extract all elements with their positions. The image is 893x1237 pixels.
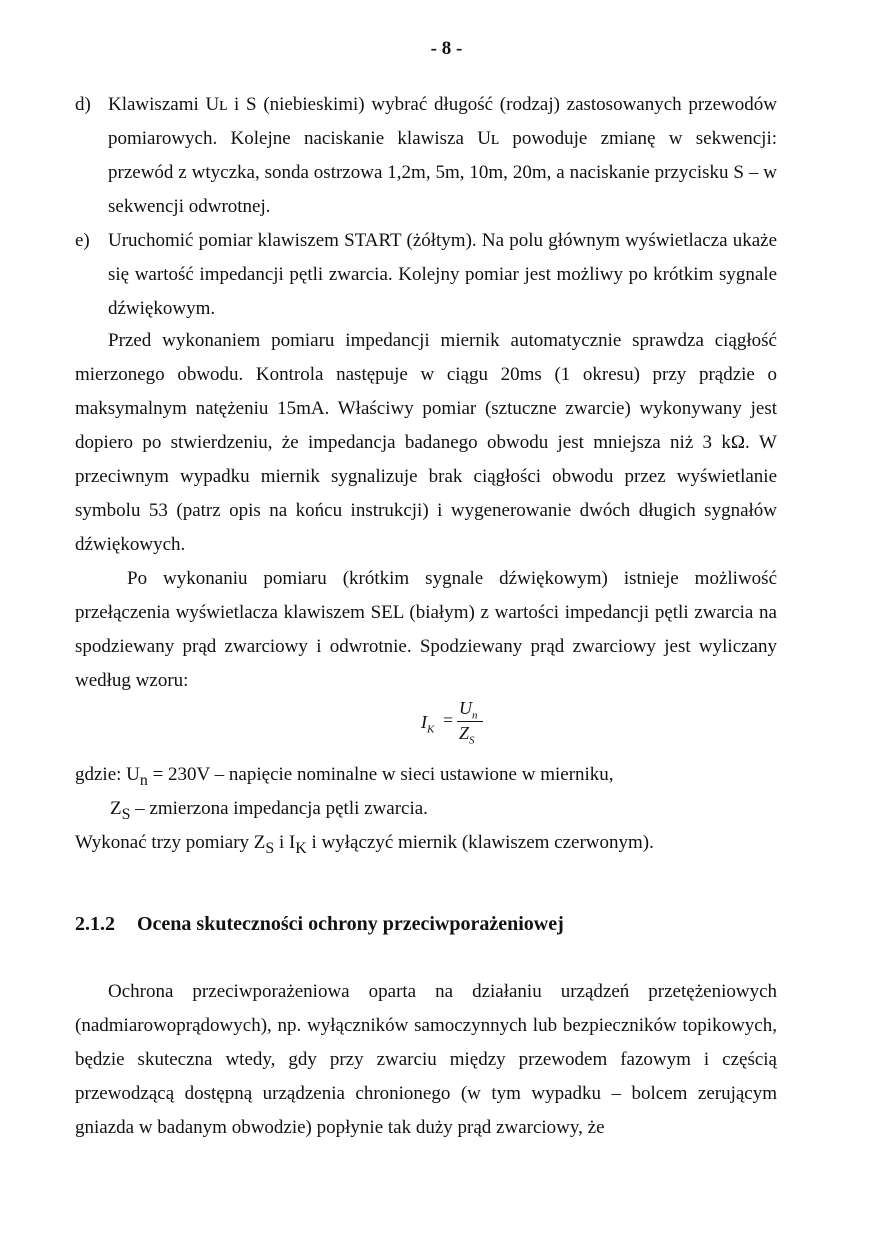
formula-fraction-bar [457, 721, 483, 722]
formula-where-line-1: gdzie: $U_n = 230V$ – napięcie nominalne w sieci ustawione w mierniku, [75, 764, 614, 789]
section-number: 2.1.2 [75, 913, 115, 935]
formula-where-line-2: $Z_S$ – zmierzona impedancja pętli zwarcia. [110, 798, 428, 823]
formula-equals: = [443, 710, 454, 730]
section-title: Ocena skuteczności ochrony przeciwporażeniowej [137, 913, 564, 935]
list-item-text: Klawiszami Uʟ i S (niebieskimi) wybrać długość (rodzaj) zastosowanych przewodów pomiarowych. Kolejne naciskanie klawisza Uʟ powoduje zmianę w sekwencji: przewód z wtyczka, sonda ostrzowa 1,2m, 5m, 10m, 20m, a naciskanie przycisku S – w sekwencji odwrotnej. [108, 94, 777, 217]
paragraph-continuity-check: Przed wykonaniem pomiaru impedancji miernik automatycznie sprawdza ciągłość mierzonego obwodu. Kontrola następuje w ciągu 20ms (1 okresu) przy prądzie o maksymalnym natężeniu 15mA. Właściwy pomiar (sztuczne zwarcie) wykonywany jest dopiero po stwierdzeniu, że impedancja badanego obwodu jest mniejsza niż 3 kΩ. W przeciwnym wypadku miernik sygnalizuje brak ciągłości obwodu przez wyświetlanie symbolu 53 (patrz opis na końcu instrukcji) i wygenerowanie dwóch długich sygnałów dźwiękowych. [75, 330, 777, 555]
formula-denominator: $Z_S$ [459, 723, 475, 747]
list-marker: e) [75, 230, 90, 251]
formula-short-circuit-current [421, 698, 501, 748]
paragraph-display-switch: Po wykonaniu pomiaru (krótkim sygnale dźwiękowym) istnieje możliwość przełączenia wyświetlacza klawiszem SEL (białym) z wartości impedancji pętli zwarcia na spodziewany prąd zwarciowy i odwrotnie. Spodziewany prąd zwarciowy jest wyliczany według wzoru: [75, 568, 777, 691]
list-marker: d) [75, 94, 91, 115]
section-heading [75, 913, 795, 936]
list-item-e [75, 224, 777, 326]
list-item-text: Uruchomić pomiar klawiszem START (żółtym). Na polu głównym wyświetlacza ukaże się wartość impedancji pętli zwarcia. Kolejny pomiar jest możliwy po krótkim sygnale dźwiękowym. [108, 230, 777, 319]
formula-numerator: $U_n$ [459, 698, 478, 722]
measurement-instruction: Wykonać trzy pomiary $Z_S$ i $I_K$ i wyłączyć miernik (klawiszem czerwonym). [75, 832, 654, 857]
formula-lhs: $I_K$ [421, 712, 435, 736]
list-item-d [75, 88, 777, 224]
page-number: - 8 - [430, 38, 463, 59]
paragraph-protection: Ochrona przeciwporażeniowa oparta na działaniu urządzeń przetężeniowych (nadmiarowoprądowych), np. wyłączników samoczynnych lub bezpieczników topikowych, będzie skuteczna wtedy, gdy przy zwarciu między przewodem fazowym i częścią przewodzącą dostępną urządzenia chronionego (w tym wypadku – bolcem zerującym gniazda w badanym obwodzie) popłynie tak duży prąd zwarciowy, że [75, 981, 777, 1138]
